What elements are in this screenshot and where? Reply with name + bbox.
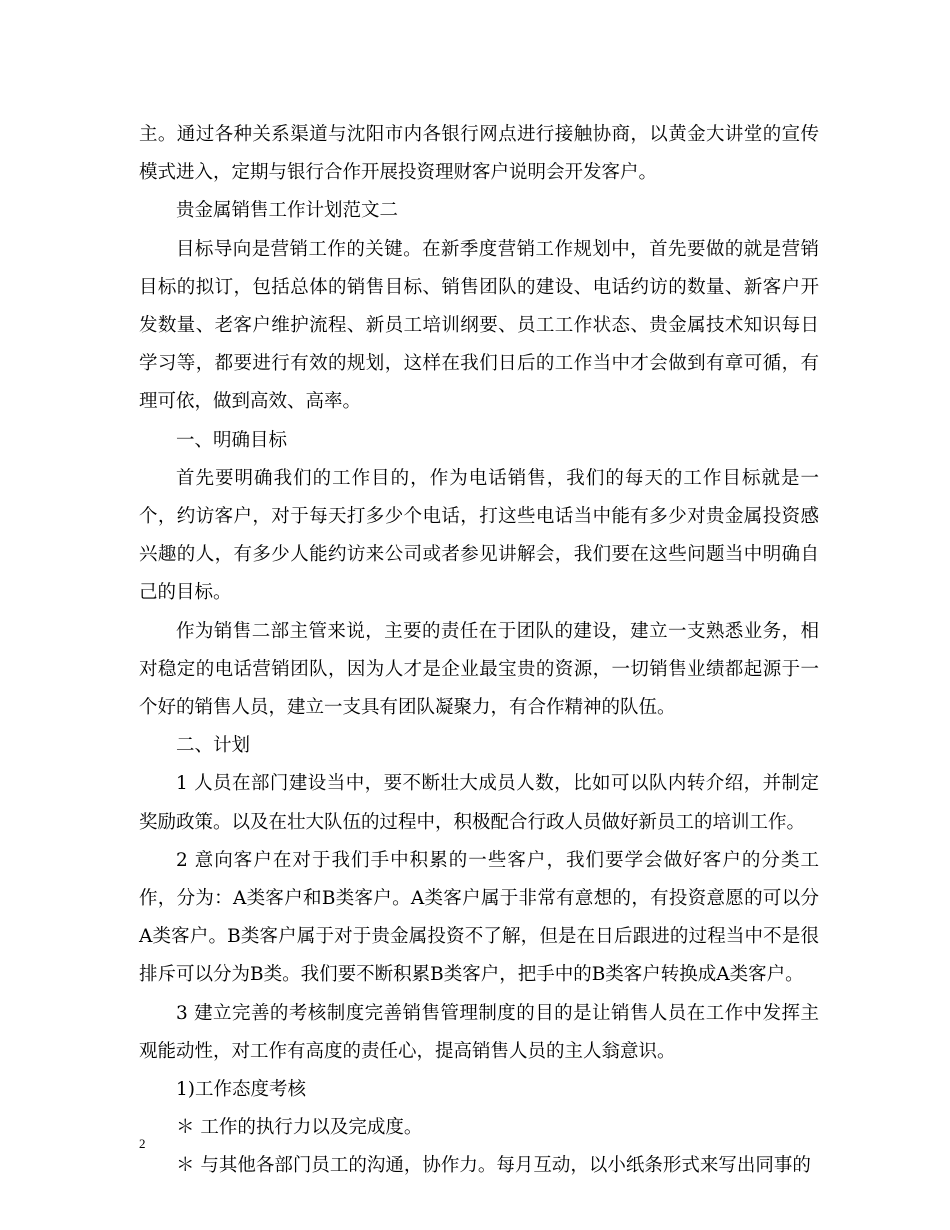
- heading-plan: 二、计划: [176, 735, 251, 757]
- paragraph-plan-item-3: 3 建立完善的考核制度完善销售管理制度的目的是让销售人员在工作中发挥主观能动性，对工作有高度的责任心，提高销售人员的主人翁意识。: [139, 1002, 819, 1062]
- section-heading-sample-two: 贵金属销售工作计划范文二: [176, 200, 399, 222]
- paragraph-goal-orientation: 目标导向是营销工作的关键。在新季度营销工作规划中，首先要做的就是营销目标的拟订，包括总体的销售目标、销售团队的建设、电话约访的数量、新客户开发数量、老客户维护流程、新员工培训纲要、员工工作状态、贵金属技术知识每日学习等，都要进行有效的规划，这样在我们日后的工作当中才会做到有章可循，有理可依，做到高效、高率。: [139, 238, 819, 413]
- paragraph-plan-item-2: 2 意向客户在对于我们手中积累的一些客户，我们要学会做好客户的分类工作，分为：A类客户和B类客户。A类客户属于非常有意想的，有投资意愿的可以分A类客户。B类客户属于对于贵金属投资不了解，但是在日后跟进的过程当中不是很排斥可以分为B类。我们要不断积累B类客户，把手中的B类客户转换成A类客户。: [139, 849, 819, 986]
- paragraph-team-building: 作为销售二部主管来说，主要的责任在于团队的建设，建立一支熟悉业务，相对稳定的电话营销团队，因为人才是企业最宝贵的资源，一切销售业绩都起源于一个好的销售人员，建立一支具有团队凝聚力，有合作精神的队伍。: [139, 620, 819, 719]
- paragraph-continuation: 主。通过各种关系渠道与沈阳市内各银行网点进行接触协商，以黄金大讲堂的宣传模式进入，定期与银行合作开展投资理财客户说明会开发客户。: [139, 124, 819, 184]
- heading-clarify-goals: 一、明确目标: [176, 429, 288, 451]
- bullet-item-communication: ＊ 与其他各部门员工的沟通，协作力。每月互动，以小纸条形式来写出同事的: [176, 1155, 811, 1177]
- paragraph-work-purpose: 首先要明确我们的工作目的，作为电话销售，我们的每天的工作目标就是一个，约访客户，对于每天打多少个电话，打这些电话当中能有多少对贵金属投资感兴趣的人，有多少人能约访来公司或者参见讲解会，我们要在这些问题当中明确自己的目标。: [139, 467, 819, 604]
- page-number: 2: [139, 1136, 146, 1151]
- document-body: [139, 116, 819, 1186]
- bullet-item-execution: ＊ 工作的执行力以及完成度。: [176, 1117, 423, 1139]
- paragraph-plan-item-1: 1 人员在部门建设当中，要不断壮大成员人数，比如可以队内转介绍，并制定奖励政策。以及在壮大队伍的过程中，积极配合行政人员做好新员工的培训工作。: [139, 773, 819, 833]
- subheading-work-attitude: 1)工作态度考核: [176, 1079, 306, 1101]
